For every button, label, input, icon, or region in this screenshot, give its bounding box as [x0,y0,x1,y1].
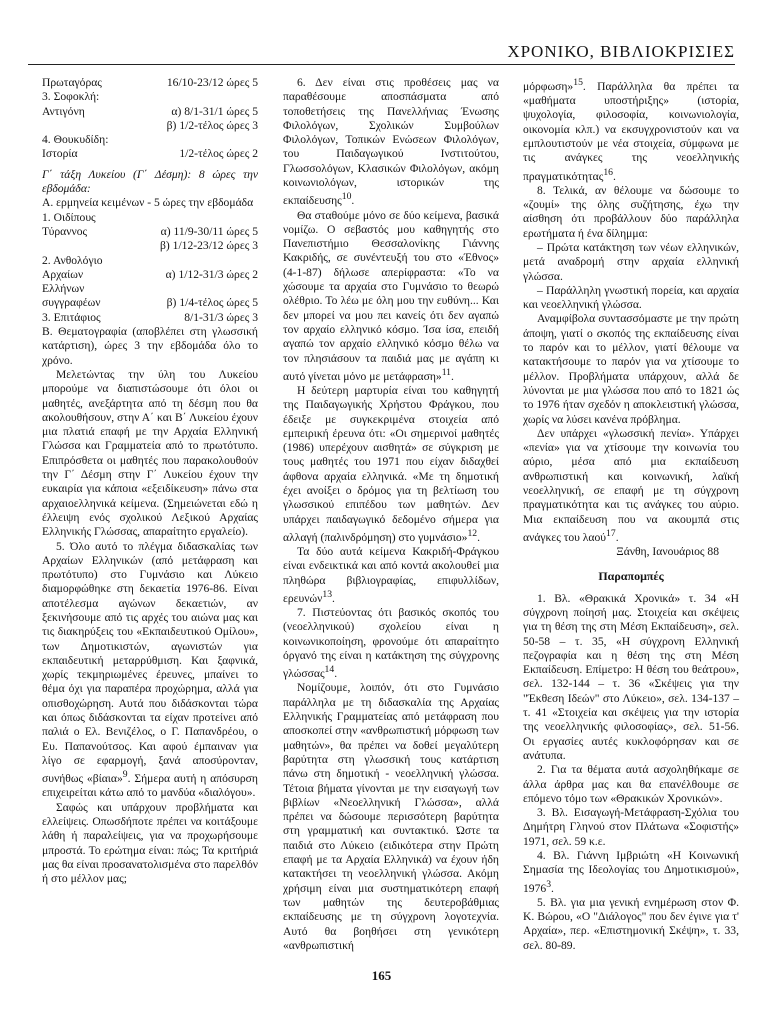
schedule-row [42,268,258,282]
reference-text: 4. Βλ. Γιάννη Ιμβριώτη «Η Κοινωνική Σημασία της Ιδεολογίας του Δημοτικισμού», 1976 [523,849,739,895]
schedule-row-label: 3. Επιτάφιος [42,310,101,324]
footnote-ref: 3 [546,878,552,890]
schedule-row [42,282,258,296]
body-paragraph: Νομίζουμε, λοιπόν, ότι στο Γυμνάσιο παράλληλα με τη διδασκαλία της Αρχαίας Ελληνικής Γραμματείας από μετάφραση που αποσκοπεί στην «ανθρωπιστική μόρφωση των μαθητών», θα πρέπει να δοθεί μεγαλύτερη βαρύτητα στη γλωσσική τους κατάρτιση πάνω στη δημοτική - νεοελληνική γλώσσα. Τέτοια βήματα γίνονται με την εισαγωγή των βιβλίων «Νεοελληνική Γλώσσα», αλλά πρέπει να δώσουμε περισσότερη βαρύτητα στη γραμματική και συντακτικό. Ώστε τα παιδιά στο Λύκειο (ειδικότερα στην Πρώτη επαφή με τα Αρχαία Ελληνικά) να έχουν ήδη κατακτήσει τη νεοελληνική γλώσσα. Ακόμη χρήσιμη είναι μια συστηματικότερη επαφή των μαθητών της δευτεροβάθμιας εκπαίδευσης με τη σύγχρονη λογοτεχνία. Αυτό θα βοηθήσει στη γενικότερη «ανθρωπιστική [283,681,499,952]
footnote-ref: 16 [603,166,613,178]
paragraph-text: 7. Πιστεύοντας ότι βασικός σκοπός του (νεοελληνικού) σχολείου είναι η κοινωνικοποίηση, φρονούμε ότι απαραίτητο όργανό της είναι η κατάκτηση της σύγχρονης γλώσσας [283,606,499,681]
body-paragraph: Τα δύο αυτά κείμενα Κακριδή-Φράγκου είναι ενδεικτικά και από κοντά ακολουθεί μια πληθώρα βιβλιογραφίας, επιφυλλίδων, ερευνών$^{13}$. [283,545,499,605]
schedule-row-label: Αντιγόνη [42,104,85,118]
schedule-row-value: 8/1-31/3 ώρες 3 [184,310,258,324]
header-rule [28,64,735,65]
schedule-row-label: Τύραννος [42,224,88,238]
column-1 [42,76,258,886]
body-paragraph [42,540,258,801]
schedule-row-label: Ιστορία [42,147,78,161]
schedule-row-value: α) 1/12-31/3 ώρες 2 [165,267,258,281]
paragraph-text: Δεν υπάρχει «γλωσσική πενία». Υπάρχει «πενία» για να χτίσουμε την κοινωνία του αύριο, μέσα από μια εκπαίδευση ανθρωπιστική και κοινωνική, λαϊκή νεοελληνική, σε επαφή με τη σύγχρονη πραγματικότητα και τις ανάγκες του αύριο. Μια εκπαίδευση που να ακουμπά στις ανάγκες του λαού [523,426,739,544]
schedule-row-label: 2. Ανθολόγιο [42,253,103,267]
schedule-row-value: β) 1/12-23/12 ώρες 3 [159,239,258,253]
schedule-row [42,211,258,225]
footnote-ref: 15 [573,77,583,88]
schedule-row [42,76,258,90]
column-3 [523,76,739,953]
footnote-ref: 17 [606,527,616,539]
paragraph-text: . Σήμερα αυτή η απόσυρση επιχειρείται κάτω από το μανδύα «διαλόγου». [42,772,258,800]
footnote-ref: 13 [322,588,333,600]
footnote-ref: 10 [341,191,352,203]
dash-item: – Πρώτα κατάκτηση των νέων ελληνικών, μετά αναδρομή στην αρχαία ελληνική γλώσσα. [523,240,739,283]
gamma-heading: Γ΄ τάξη Λυκείου (Γ΄ Δέσμη): 8 ώρες την εβδομάδα: [42,167,258,196]
schedule-row-label: 3. Σοφοκλή: [42,90,100,104]
schedule-row-label: 1. Οιδίπους [42,210,96,224]
schedule-row-value: 1/2-τέλος ώρες 2 [179,147,258,161]
schedule-row [42,90,258,104]
body-paragraph: 7. Πιστεύοντας ότι βασικός σκοπός του (νεοελληνικού) σχολείου είναι η κοινωνικοποίηση, φρονούμε ότι απαραίτητο όργανό της είναι η κατάκτηση της σύγχρονης γλώσσας$^{14}$. [283,606,499,681]
reference-item: 2. Για τα θέματα αυτά ασχοληθήκαμε σε άλλα άρθρα μας και θα επανέλθουμε σε επόμενο τόμο των «Θρακικών Χρονικών». [523,763,739,805]
schedule-row-label: Αρχαίων [42,267,84,281]
schedule-row-label: 4. Θουκυδίδη: [42,133,109,147]
schedule-b-list [42,76,258,162]
body-paragraph: Μελετώντας την ύλη του Λυκείου μπορούμε να διαπιστώσουμε ότι όλοι οι μαθητές, ανεξάρτητα από τη δέσμη που θα ακολουθήσουν, στην Α΄ και Β΄ Λυκείου έχουν μια πλατιά επαφή με την Αρχαία Ελληνική Γλώσσα και Γραμματεία από το πρωτότυπο. Επιπρόσθετα οι μαθητές που παρακολουθούν την Γ΄ Δέσμη στην Γ΄ Λυκείου έχουν την ευκαιρία για κάποια «εξειδίκευση» πάνω στα αρχαιοελληνικά κείμενα. (Σημειώνεται εδώ η έλλειψη ενός σχολικού Λεξικού Αρχαίας Ελληνικής Γλώσσας, απαραίτητο εργαλείο). [42,367,258,539]
reference-item: 4. Βλ. Γιάννη Ιμβριώτη «Η Κοινωνική Σημασία της Ιδεολογίας του Δημοτικισμού», 1976$^3$. [523,849,739,895]
page-number: 165 [371,968,392,983]
schedule-row [42,225,258,239]
paragraph-text: Τα δύο αυτά κείμενα Κακριδή-Φράγκου είναι ενδεικτικά και από κοντά ακολουθεί μια πληθώρα βιβλιογραφίας, επιφυλλίδων, ερευνών [283,545,499,605]
schedule-row-value: β) 1/2-τέλος ώρες 3 [166,118,258,132]
schedule-row-value: α) 11/9-30/11 ώρες 5 [160,224,258,238]
column-2 [283,76,499,953]
body-paragraph: 8. Τελικά, αν θέλουμε να δώσουμε το «ζουμί» της όλης συζήτησης, έχω την αίσθηση ότι προβάλλουν δύο παράλληλα ερωτήματα ή ένα δίλημμα: [523,183,739,240]
body-paragraph: 6. Δεν είναι στις προθέσεις μας να παραθέσουμε αποσπάσματα από τοποθετήσεις της Πανελλήνιας Ένωσης Φιλολόγων, Σχολικών Συμβούλων Φιλολόγων, Τοπικών Ενώσεων Φιλολόγων, του Παιδαγωγικού Ινστιτούτου, Γλωσσολόγων, Κλασικών Φιλολόγων, ακόμη κοινωνιολόγων, ιστορικών της εκπαίδευσης$^{10}$. [283,76,499,208]
schedule-row-value: 16/10-23/12 ώρες 5 [166,76,258,89]
footnote-ref: 11 [441,366,451,378]
schedule-row [42,239,258,253]
body-paragraph: Θα σταθούμε μόνο σε δύο κείμενα, βασικά νομίζω. Ο σεβαστός μου καθηγητής στο Πανεπιστήμιο Θεσσαλονίκης Γιάννης Κακριδής, σε συνέντευξή του στο «Έθνος» (4-1-87) δήλωσε απερίφραστα: «Το να χώσουμε τα αρχαία στο Γυμνάσιο το θεωρώ ολέθριο. Το λέω με όλη μου την ευθύνη... Και δεν μπορεί να μου πει κανείς ότι δεν αγαπώ τον αρχαίο ελληνικό κόσμο. Ίσα ίσα, επειδή αγαπώ τον αρχαίο ελληνικό κόσμο θέλω να τον πλησιάσουν τα παιδιά μας με αγάπη κι αυτό γίνεται μόνο με μετάφραση»$^{11}$. [283,208,499,383]
body-paragraph: μόρφωση»$^{15}$. Παράλληλα θα πρέπει τα «μαθήματα υποστήριξης» (ιστορία, ψυχολογία, φιλοσοφία, κοινωνιολογία, οικονομία κλπ.) να εκσυγχρονιστούν και να εμπλουτιστούν με νέα στοιχεία, σύμφωνα με τις ανάγκες της νεοελληνικής πραγματικότητας$^{16}$. [523,77,739,183]
running-header-title: ΧΡΟΝΙΚΟ, ΒΙΒΛΙΟΚΡΙΣΙΕΣ [507,42,735,61]
paragraph-text: Θα σταθούμε μόνο σε δύο κείμενα, βασικά νομίζω. Ο σεβαστός μου καθηγητής στο Πανεπιστήμιο Θεσσαλονίκης Γιάννης Κακριδής, σε συνέντευξή του στο «Έθνος» (4-1-87) δήλωσε απερίφραστα: «Το να χώσουμε τα αρχαία στο Γυμνάσιο το θεωρώ ολέθριο. Το λέω με όλη μου την ευθύνη... Και δεν μπορεί να μου πει κανείς ότι δεν αγαπώ τον αρχαίο ελληνικό κόσμο. Ίσα ίσα, επειδή αγαπώ τον αρχαίο ελληνικό κόσμο θέλω να τον πλησιάσουν τα παιδιά μας με αγάπη κι αυτό γίνεται μόνο με μετάφραση» [283,208,499,383]
running-header [28,36,735,66]
schedule-row [42,133,258,147]
schedule-row [42,254,258,268]
footnote-ref: 12 [467,527,478,539]
schedule-row [42,296,258,310]
footnote-ref: 9 [122,769,128,781]
schedule-g-list [42,211,258,325]
schedule-row-label: Πρωταγόρας [42,76,102,89]
schedule-row [42,105,258,119]
schedule-row-label: Ελλήνων [42,282,85,296]
references-list [523,592,739,953]
schedule-row-value: β) 1/4-τέλος ώρες 5 [166,296,258,310]
schedule-row [42,119,258,133]
footnote-ref: 14 [324,664,335,676]
paragraph-text: μόρφωση» [523,79,574,93]
paragraph-text: Η δεύτερη μαρτυρία είναι του καθηγητή της Παιδαγωγικής Χρήστου Φράγκου, που έδειξε με συγκεκριμένα στοιχεία από εμπειρική έρευνα ότι: «Οι σημερινοί μαθητές (1986) υπερέχουν αισθητά» σε σύγκριση με τους μαθητές του 1971 που είχαν διδαχθεί άφθονα αρχαία ελληνικά. «Με τη δημοτική έχει ανοίξει ο δρόμος για τη βελτίωση του γλωσσικού επιπέδου των μαθητών. Δεν υπάρχει παιδαγωγικό δεδομένο σήμερα για αλλαγή (παλινδρόμηση) στο γυμνάσιο» [283,383,499,544]
paragraph-text: . Παράλληλα θα πρέπει τα «μαθήματα υποστήριξης» (ιστορία, ψυχολογία, φιλοσοφία, κοινωνιολογία, οικονομία κλπ.) να εκσυγχρονιστούν και να εμπλουτιστούν με νέα στοιχεία, σύμφωνα με τις ανάγκες της νεοελληνικής πραγματικότητας [523,79,739,183]
references-heading: Παραπομπές [598,569,664,584]
gamma-a: Α. ερμηνεία κειμένων - 5 ώρες την εβδομάδα [42,196,254,210]
body-paragraph: Σαφώς και υπάρχουν προβλήματα και ελλείψεις. Οπωσδήποτε πρέπει να κοιτάξουμε λάθη ή παραλείψεις, για να προχωρήσουμε μπροστά. Το ερώτημα είναι: πώς; Τα κριτήριά μας θα είναι προσανατολισμένα στο παρελθόν ή στο μέλλον μας; [42,800,258,886]
body-paragraph: Η δεύτερη μαρτυρία είναι του καθηγητή της Παιδαγωγικής Χρήστου Φράγκου, που έδειξε με συγκεκριμένα στοιχεία από εμπειρική έρευνα ότι: «Οι σημερινοί μαθητές (1986) υπερέχουν αισθητά» σε σύγκριση με τους μαθητές του 1971 που είχαν διδαχθεί άφθονα αρχαία ελληνικά. «Με τη δημοτική έχει ανοίξει ο δρόμος για τη βελτίωση του γλωσσικού επιπέδου των μαθητών. Δεν υπάρχει παιδαγωγικό δεδομένο σήμερα για αλλαγή (παλινδρόμηση) στο γυμνάσιο»$^{12}$. [283,383,499,544]
schedule-row [42,311,258,325]
signoff-place-date: Ξάνθη, Ιανουάριος 88 [616,545,719,559]
reference-item: 3. Βλ. Εισαγωγή-Μετάφραση-Σχόλια του Δημήτρη Γληνού στον Πλάτωνα «Σοφιστής» 1971, σελ. 59 κ.ε. [523,806,739,848]
paragraph-text: 6. Δεν είναι στις προθέσεις μας να παραθέσουμε αποσπάσματα από τοποθετήσεις της Πανελλήνιας Ένωσης Φιλολόγων, Σχολικών Συμβούλων Φιλολόγων, Τοπικών Ενώσεων Φιλολόγων, του Παιδαγωγικού Ινστιτούτου, Γλωσσολόγων, Κλασικών Φιλολόγων, ακόμη κοινωνιολόγων, ιστορικών της εκπαίδευσης [283,76,499,208]
dash-item: – Παράλληλη γνωστική πορεία, και αρχαία και νεοελληνική γλώσσα. [523,283,739,312]
paragraph-text: 5. Όλο αυτό το πλέγμα διδασκαλίας των Αρχαίων Ελληνικών (από μετάφραση και πρωτότυπο) στο Γυμνάσιο και Λύκειο διαμορφώθηκε στη δεκαετία 1976-86. Είναι αποτέλεσμα αγώνων δεκαετιών, αν ξεκινήσουμε από τις αρχές του αιώνα μας και τις διακηρύξεις του «Εκπαιδευτικού Ομίλου», των Δημοτικιστών, αγωνιστών για εκπαιδευτική μεταρρύθμιση. Και ξαφνικά, χωρίς τεκμηριωμένες έρευνες, μπαίνει το θέμα όχι για παραπέρα προχώρημα, αλλά για οπισθοχώρηση. Αυτά που διδάσκονται τώρα και όπως διδάσκονται τα είχαν προτείνει από παλιά ο Ελ. Βενιζέλος, ο Γ. Παπανδρέου, ο Ευ. Παπανούτσος. Και αφού έμπαιναν για λίγο σε εφαρμογή, ξανά αποσύρονταν, συνήθως «βίαια» [42,539,258,786]
schedule-row [42,147,258,161]
reference-item: 1. Βλ. «Θρακικά Χρονικά» τ. 34 «Η σύγχρονη ποίησή μας. Στοιχεία και σκέψεις για τη θέση της στη Μέση Εκπαίδευση», σελ. 50-58 – τ. 35, «Η σύγχρονη Ελληνική πεζογραφία και η θέση της στη Μέση Εκπαίδευση. Επίμετρο: Η θέση του θεάτρου», σελ. 132-144 – τ. 36 «Σκέψεις για την "Έκθεση Ιδεών" στο Λύκειο», σελ. 134-137 – τ. 41 «Στοιχεία και σκέψεις για την ιστορία της νεοελληνικής φιλοσοφίας», σελ. 51-56. Οι εργασίες αυτές κυκλοφόρησαν και σε ανάτυπα. [523,591,739,762]
body-paragraph: Αναμφίβολα συντασσόμαστε με την πρώτη άποψη, γιατί ο σκοπός της εκπαίδευσης είναι το παρόν και το μέλλον, γιατί θέλουμε να κατακτήσουμε το παρόν για να χτίσουμε το μέλλον. Προβλήματα υπάρχουν, αλλά δε λύνονται με μια γλώσσα που από το 1821 ώς το 1976 ήταν σχεδόν η αποκλειστική γλώσσα, χωρίς να λύσει κανένα πρόβλημα. [523,312,739,426]
body-paragraph: Δεν υπάρχει «γλωσσική πενία». Υπάρχει «πενία» για να χτίσουμε την κοινωνία του αύριο, μέσα από μια εκπαίδευση ανθρωπιστική και κοινωνική, λαϊκή νεοελληνική, σε επαφή με τη σύγχρονη πραγματικότητα και τις ανάγκες του αύριο. Μια εκπαίδευση που να ακουμπά στις ανάγκες του λαού$^{17}$. [523,426,739,544]
gamma-b: Β. Θεματογραφία (αποβλέπει στη γλωσσική κατάρτιση), ώρες 3 την εβδομάδα όλο το χρόνο. [42,325,258,367]
schedule-row-value: α) 8/1-31/1 ώρες 5 [171,104,258,118]
reference-item: 5. Βλ. για μια γενική ενημέρωση στον Φ. Κ. Βώρου, «Ο "Διάλογος" που δεν έγινε για τ' Αρχαία», περ. «Επιστημονική Σκέψη», τ. 33, σελ. 80-89. [523,895,739,952]
schedule-row-label: συγγραφέων [42,296,101,310]
